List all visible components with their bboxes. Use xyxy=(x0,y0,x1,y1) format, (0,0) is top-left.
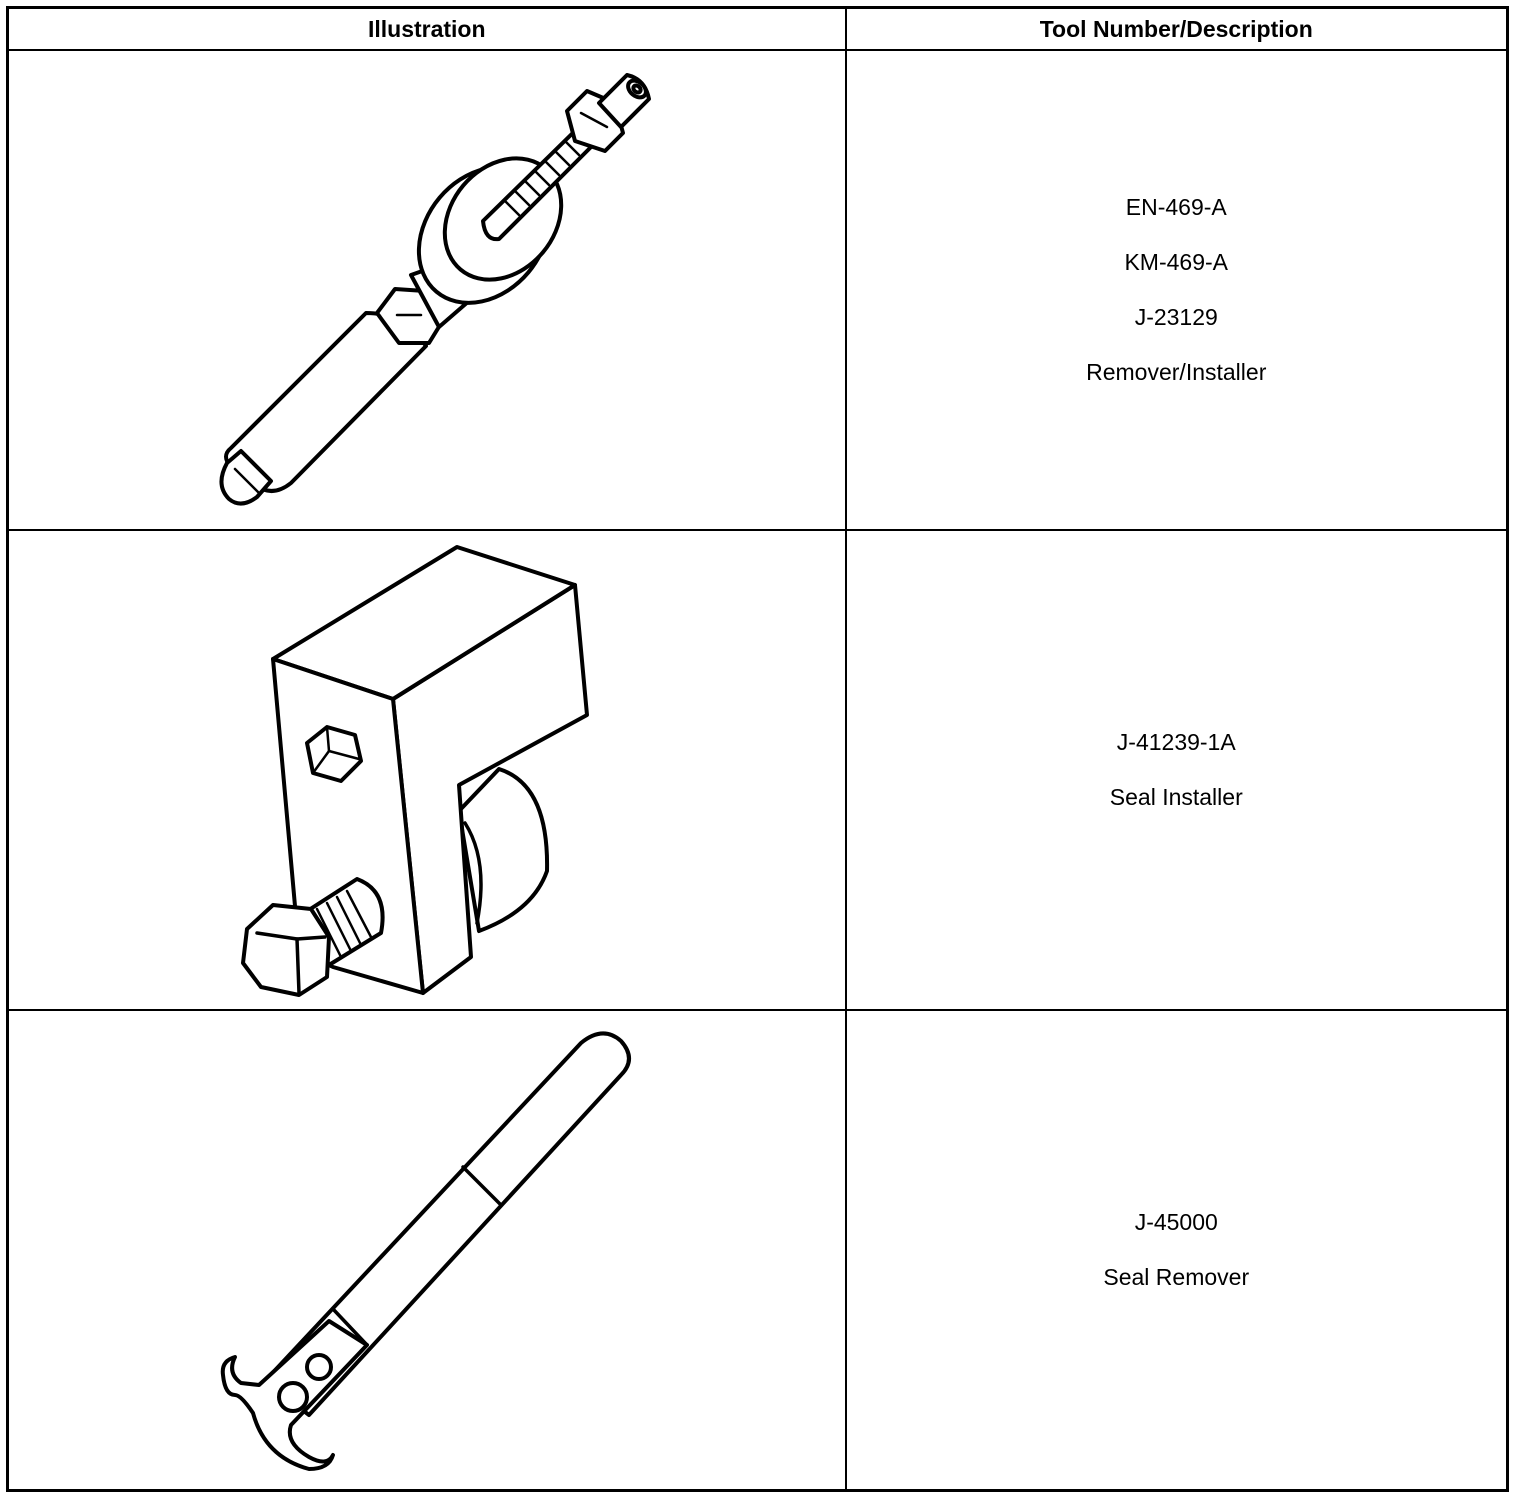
table-row xyxy=(8,1010,1508,1491)
seal-remover-icon xyxy=(9,1011,847,1489)
tool-table xyxy=(6,6,1509,1492)
illustration-cell xyxy=(8,530,846,1010)
tool-description: Seal Remover xyxy=(1103,1264,1250,1290)
tool-number: J-23129 xyxy=(1134,304,1218,330)
table-header-row xyxy=(8,8,1508,51)
illustration-cell xyxy=(8,1010,846,1491)
tool-number: J-45000 xyxy=(1134,1209,1218,1235)
description-cell xyxy=(846,530,1508,1010)
table-row xyxy=(8,530,1508,1010)
description-cell xyxy=(846,50,1508,530)
illustration-header: Illustration xyxy=(8,8,846,51)
tool-number: KM-469-A xyxy=(1124,249,1229,275)
tool-description: Remover/Installer xyxy=(1086,359,1267,385)
tool-description: Seal Installer xyxy=(1109,784,1243,810)
tool-number: EN-469-A xyxy=(1125,194,1227,220)
tool-number: J-41239-1A xyxy=(1116,729,1236,755)
illustration-cell xyxy=(8,50,846,530)
seal-installer-icon xyxy=(9,531,847,1009)
table-row xyxy=(8,50,1508,530)
tool-description-header: Tool Number/Description xyxy=(846,8,1508,51)
remover-installer-icon xyxy=(9,51,847,529)
description-cell xyxy=(846,1010,1508,1491)
